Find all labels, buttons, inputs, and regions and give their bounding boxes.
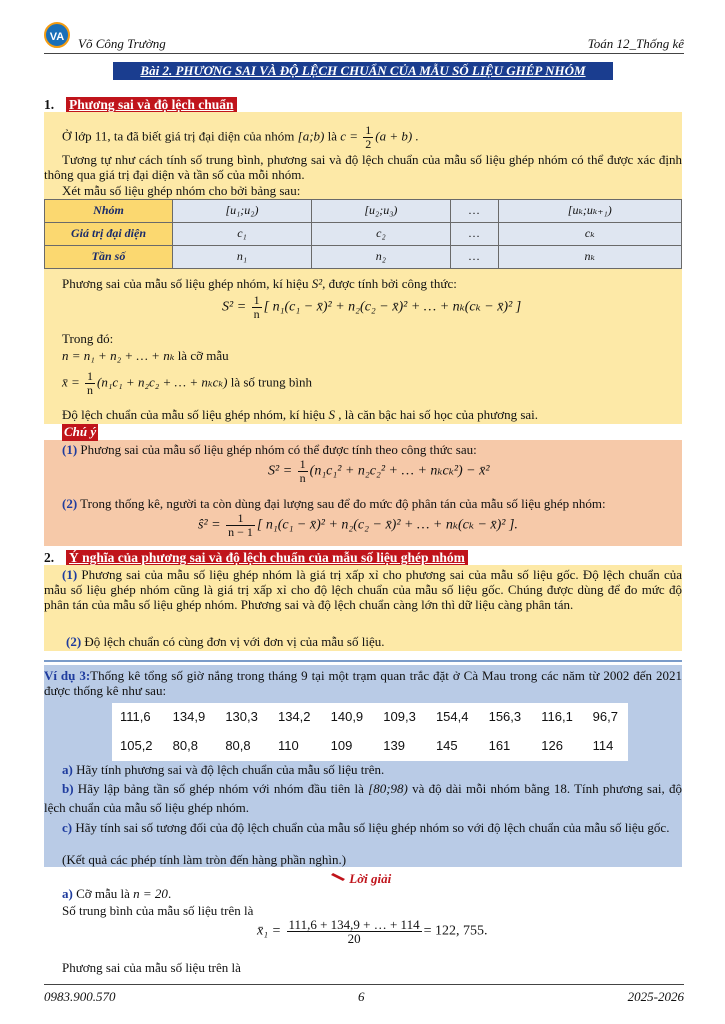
- question-b: b) Hãy lập bảng tần số ghép nhóm với nhóm đầu tiên là [80;98) và độ dài mỗi nhóm bằng 18. Tính phương sai, độ lệch chuẩn của mẫu số liệu ghép nhóm.: [44, 781, 682, 815]
- where-label: Trong đó:: [62, 331, 114, 346]
- question-a: a) Hãy tính phương sai và độ lệch chuẩn của mẫu số liệu trên.: [62, 762, 385, 777]
- example-separator: [44, 660, 682, 662]
- footer-phone: 0983.900.570: [44, 989, 116, 1004]
- author-name: Võ Công Trường: [78, 36, 166, 51]
- rounding-note: (Kết quả các phép tính làm tròn đến hàng phần nghìn.): [62, 852, 347, 867]
- solution-title: Lời giải: [330, 871, 391, 888]
- section1-title: 1. Phương sai và độ lệch chuẩn: [44, 96, 237, 114]
- table-row: 111,6 134,9 130,3 134,2 140,9 109,3 154,4 156,3 116,1 96,7: [120, 709, 618, 725]
- section2-item1: (1) Phương sai của mẫu số liệu ghép nhóm là giá trị xấp xỉ cho phương sai của mẫu số liệu gốc. Độ lệch chuẩn của mẫu số liệu ghép nhóm cũng là giá trị xấp xỉ cho độ lệch chuẩn của mẫu số liệu gốc. Chúng được dùng để đo mức độ phân tán của mẫu số liệu ghép nhóm. Phương sai và độ lệch chuẩn càng lớn thì dữ liệu càng phân tán.: [44, 567, 682, 612]
- svg-text:VA: VA: [49, 31, 65, 43]
- question-c: c) Hãy tính sai số tương đối của độ lệch chuẩn của mẫu số liệu ghép nhóm so với độ lệch chuẩn của mẫu số liệu gốc.: [62, 820, 670, 835]
- table-row: Nhóm [u₁;u₂) [u₂;u₃) … [uₖ;uₖ₊₁): [45, 200, 682, 223]
- subject-title: Toán 12_Thống kê: [587, 36, 684, 51]
- note-item1: (1) Phương sai của mẫu số liệu ghép nhóm có thể được tính theo công thức sau:: [62, 442, 477, 457]
- note-tag: Chú ý: [64, 424, 97, 439]
- table-row: 105,2 80,8 80,8 110 109 139 145 161 126 114: [120, 738, 614, 754]
- pen-icon: [330, 873, 346, 883]
- section2-item2: (2) Độ lệch chuẩn có cùng đơn vị với đơn vị của mẫu số liệu.: [66, 634, 385, 649]
- example-intro: Ví dụ 3:Thống kê tổng số giờ nắng trong tháng 9 tại một trạm quan trắc đặt ở Cà Mau trong các năm từ 2002 đến 2021 được thống kê như sau:: [44, 668, 682, 698]
- section1-p1: Ở lớp 11, ta đã biết giá trị đại diện của nhóm [a;b) là c = $\frac{1}{2}$ (a + b) .: [62, 123, 419, 151]
- section1-p3: Xét mẫu số liệu ghép nhóm cho bởi bảng sau:: [62, 183, 301, 198]
- section2-title: 2. Ý nghĩa của phương sai và độ lệch chuẩn của mẫu số liệu ghép nhóm: [44, 549, 468, 567]
- sample-variance-formula: ŝ² = $\frac{1}{n - 1}$ [ n₁(c₁ − x̄)² + n₂(c₂ − x̄)² + … + nₖ(cₖ − x̄)² ].: [198, 511, 518, 539]
- lesson-title: Bài 2. PHƯƠNG SAI VÀ ĐỘ LỆCH CHUẨN CỦA MẪU SỐ LIỆU GHÉP NHÓM: [113, 62, 613, 80]
- variance-intro: Phương sai của mẫu số liệu trên là: [62, 960, 241, 975]
- page-footer: [44, 984, 684, 1006]
- mean-intro: Số trung bình của mẫu số liệu trên là: [62, 903, 254, 918]
- section1-p4: Phương sai của mẫu số liệu ghép nhóm, kí hiệu S², được tính bởi công thức:: [62, 276, 457, 291]
- page-header: [44, 22, 684, 54]
- mean-def: x̄ = $\frac{1}{n}$ (n₁c₁ + n₂c₂ + … + nₖcₖ) là số trung bình: [62, 369, 312, 397]
- table-row: Tần số n₁ n₂ … nₖ: [45, 246, 682, 269]
- sunshine-data-table: [112, 703, 628, 761]
- grouped-data-table: [44, 199, 682, 269]
- footer-year: 2025-2026: [627, 989, 684, 1004]
- section1-p2: Tương tự như cách tính số trung bình, phương sai và độ lệch chuẩn của mẫu số liệu ghép nhóm có thể được xác định thông qua giá trị đại diện và tần số của mỗi nhóm.: [44, 152, 682, 182]
- variance-alt-formula: S² = $\frac{1}{n}$ (n₁c₁² + n₂c₂² + … + nₖcₖ²) − x̄²: [268, 457, 490, 485]
- sample-size-def: n = n₁ + n₂ + … + nₖ là cỡ mẫu: [62, 348, 229, 363]
- note-item2: (2) Trong thống kê, người ta còn dùng đại lượng sau để đo mức độ phân tán của mẫu số liệu ghép nhóm:: [62, 496, 606, 511]
- solution-a: a) Cỡ mẫu là n = 20.: [62, 886, 172, 901]
- page-number: 6: [358, 989, 365, 1004]
- variance-formula: S² = $\frac{1}{n}$ [ n₁(c₁ − x̄)² + n₂(c₂ − x̄)² + … + nₖ(cₖ − x̄)² ]: [222, 293, 522, 321]
- mean-calc: x̄₁ = $\frac{111,6 + 134,9 + \dots + 114}{20}$ = 122, 755.: [257, 917, 488, 946]
- author-logo-icon: [44, 22, 70, 48]
- std-def: Độ lệch chuẩn của mẫu số liệu ghép nhóm, kí hiệu S , là căn bậc hai số học của phương sai.: [62, 407, 539, 422]
- table-row: Giá trị đại diện c₁ c₂ … cₖ: [45, 223, 682, 246]
